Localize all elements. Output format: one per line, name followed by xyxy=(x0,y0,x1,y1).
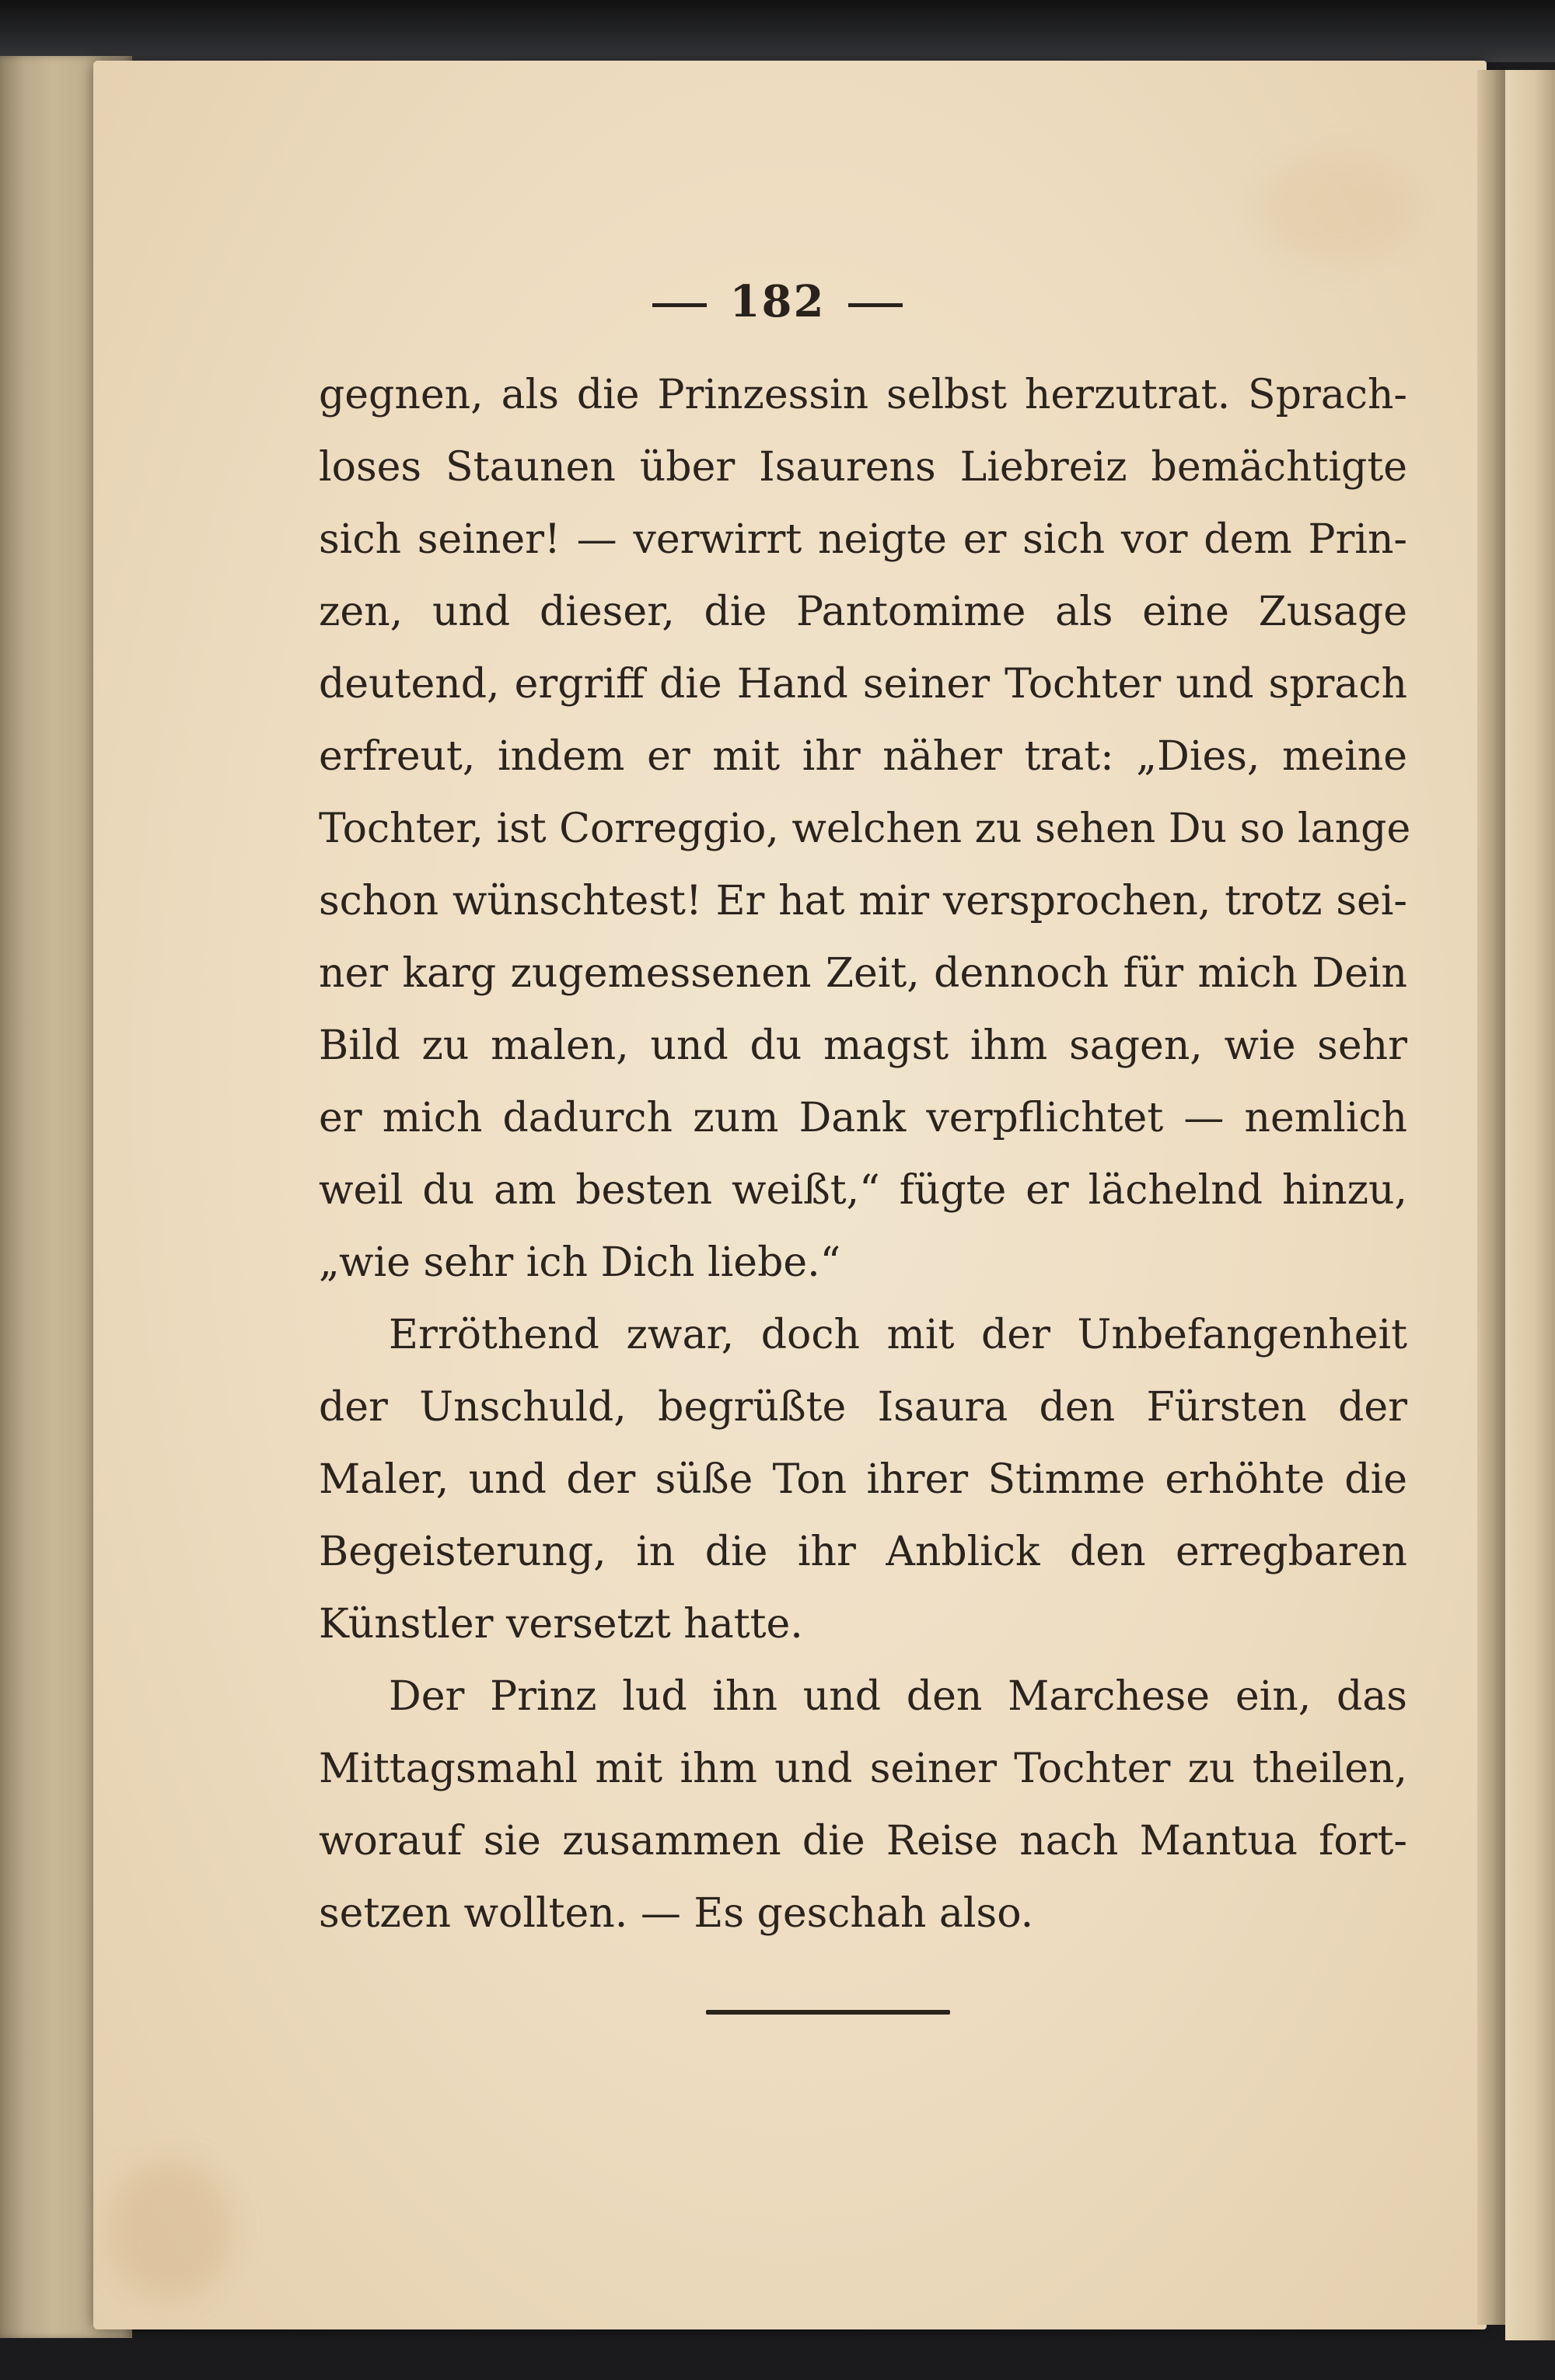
header-dash-left xyxy=(652,303,707,307)
text-line: ner karg zugemessenen Zeit, dennoch für mich Dein xyxy=(319,950,1407,997)
text-line: worauf sie zusammen die Reise nach Mantua fort- xyxy=(319,1818,1407,1865)
text-line: Künstler versetzt hatte. xyxy=(319,1601,803,1648)
text-line: gegnen, als die Prinzessin selbst herzutrat. Sprach- xyxy=(319,372,1407,418)
paper-stain xyxy=(1260,154,1415,263)
book-cover-top xyxy=(0,0,1555,62)
text-line: Maler, und der süße Ton ihrer Stimme erhöhte die xyxy=(319,1456,1407,1503)
text-line: Mittagsmahl mit ihm und seiner Tochter zu theilen, xyxy=(319,1746,1407,1792)
text-line: der Unschuld, begrüßte Isaura den Fürsten der xyxy=(319,1384,1407,1431)
text-line: Tochter, ist Correggio, welchen zu sehen Du so lange xyxy=(319,806,1411,852)
header-dash-right xyxy=(848,303,903,307)
paper-stain xyxy=(109,2160,233,2300)
text-line: Erröthend zwar, doch mit der Unbefangenheit xyxy=(389,1312,1407,1358)
end-rule xyxy=(706,2010,950,2015)
text-line: „wie sehr ich Dich liebe.“ xyxy=(319,1239,841,1286)
text-line: Der Prinz lud ihn und den Marchese ein, das xyxy=(389,1673,1407,1720)
text-line: er mich dadurch zum Dank verpflichtet — nemlich xyxy=(319,1095,1407,1141)
body-text xyxy=(319,359,1411,1950)
text-line: Bild zu malen, und du magst ihm sagen, wie sehr xyxy=(319,1022,1407,1069)
text-line: sich seiner! — verwirrt neigte er sich vor dem Prin- xyxy=(319,516,1407,563)
text-line: Begeisterung, in die ihr Anblick den erregbaren xyxy=(319,1529,1407,1575)
page-number: 182 xyxy=(729,276,826,327)
page-gutter-shadow xyxy=(1477,70,1505,2325)
text-line: loses Staunen über Isaurens Liebreiz bemächtigte xyxy=(319,444,1407,491)
right-page-edge xyxy=(1505,70,1555,2340)
text-line: deutend, ergriff die Hand seiner Tochter und sprach xyxy=(319,661,1407,708)
text-line: erfreut, indem er mit ihr näher trat: „Dies, meine xyxy=(319,733,1407,780)
text-line: zen, und dieser, die Pantomime als eine Zusage xyxy=(319,589,1407,635)
page-header xyxy=(0,276,1555,327)
text-line: weil du am besten weißt,“ fügte er lächelnd hinzu, xyxy=(319,1167,1407,1214)
text-line: setzen wollten. — Es geschah also. xyxy=(319,1890,1034,1937)
text-line: schon wünschtest! Er hat mir versprochen, trotz sei- xyxy=(319,878,1407,924)
